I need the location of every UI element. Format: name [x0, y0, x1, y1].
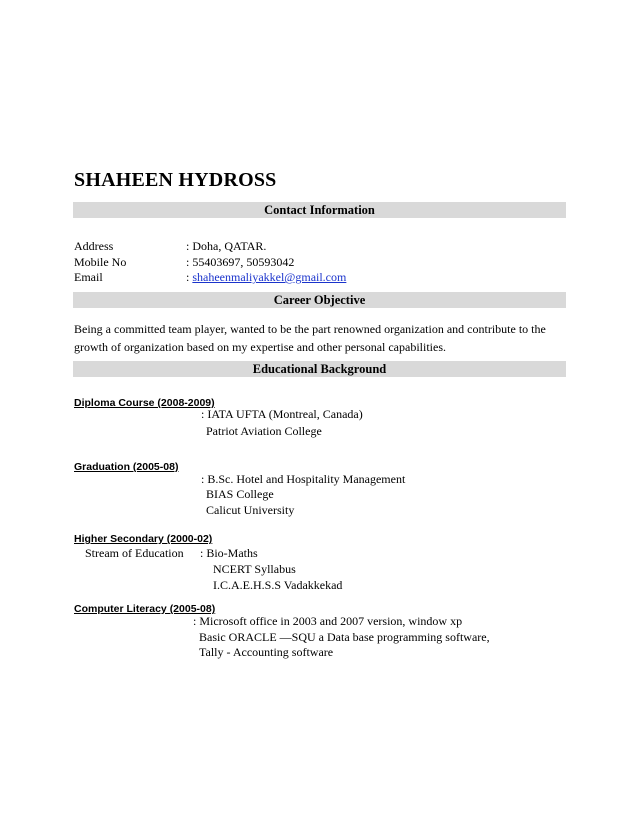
higher-line-1: : Bio-Maths [200, 546, 258, 560]
address-value: : Doha, QATAR. [186, 239, 267, 253]
computer-line-3: Tally - Accounting software [199, 645, 334, 659]
graduation-line-3: Calicut University [206, 503, 295, 517]
email-prefix: : [186, 270, 193, 284]
address-label: Address [74, 239, 114, 253]
resume-name: SHAHEEN HYDROSS [74, 169, 277, 191]
mobile-value: : 55403697, 50593042 [186, 255, 295, 269]
objective-text: Being a committed team player, wanted to be the part renowned organization and contribute to the growth of organization based on my expertise and other personal capabilities. [74, 322, 546, 354]
stream-label: Stream of Education [85, 546, 184, 560]
email-value [186, 269, 346, 285]
graduation-title: Graduation (2005-08) [74, 461, 179, 473]
diploma-line-1: : IATA UFTA (Montreal, Canada) [201, 407, 363, 421]
higher-line-3: I.C.A.E.H.S.S Vadakkekad [213, 578, 343, 592]
diploma-title: Diploma Course (2008-2009) [74, 397, 215, 409]
higher-secondary-title: Higher Secondary (2000-02) [74, 533, 213, 545]
higher-line-2: NCERT Syllabus [213, 562, 296, 576]
computer-line-1: : Microsoft office in 2003 and 2007 version, window xp [193, 614, 463, 628]
email-link[interactable]: shaheenmaliyakkel@gmail.com [192, 270, 347, 284]
graduation-line-2: BIAS College [206, 487, 274, 501]
diploma-line-2: Patriot Aviation College [206, 424, 322, 438]
email-label: Email [74, 270, 103, 284]
education-heading: Educational Background [73, 361, 566, 377]
computer-literacy-title: Computer Literacy (2005-08) [74, 603, 216, 615]
graduation-line-1: : B.Sc. Hotel and Hospitality Management [201, 472, 406, 486]
mobile-label: Mobile No [74, 255, 127, 269]
computer-line-2: Basic ORACLE —SQU a Data base programming software, [199, 630, 490, 644]
objective-heading: Career Objective [73, 292, 566, 308]
contact-heading: Contact Information [73, 202, 566, 218]
